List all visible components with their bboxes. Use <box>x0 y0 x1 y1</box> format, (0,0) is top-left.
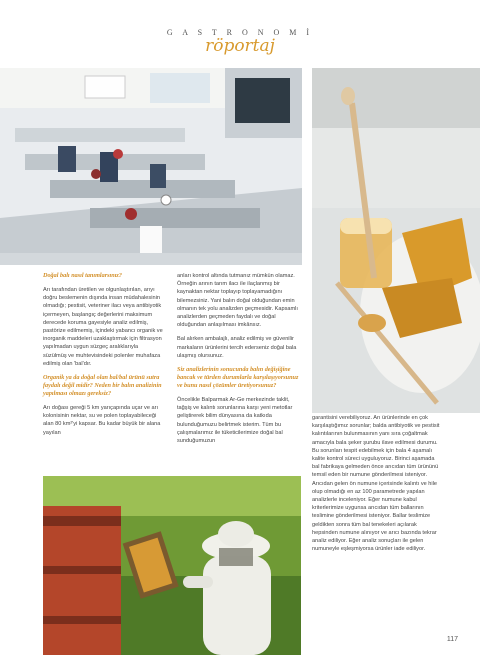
beekeeper-photo <box>43 476 301 655</box>
section-title: röportaj <box>205 36 275 56</box>
laboratory-photo <box>0 68 302 265</box>
page-number: 117 <box>446 636 458 643</box>
answer-paragraph: Arı tarafından üretilen ve olgunlaştırılan, arıyı doğru beslemenin dışında insan müdahalesinin olmadığı; pestisit, veteriner ilacı veya antibiyotik içermeyen, başlangıç değerlerini maksimum derecede koruma gayesiyle analiz edilmiş, pastörize edilmemiş, içindeki yabancı organik ve inorganik maddeleri uzaklaştırmak için filtrasyon yapılmadan uygun süzgeç aralıklarıyla süzülmüş ve muhtevisindeki polenler muhafaza edilmiş olan 'bal'dır. <box>43 287 163 367</box>
question-heading: Siz analizlerinin sonucunda balın değişiğine bancak ve türden durumlarla karşılaşıyorsunuz ve bunu nasıl çözümler üretiyorsunuz? <box>177 366 299 390</box>
question-heading: Organik ya da doğal olan bal/bal ürünü sutra faydalı değil midir? Neden bir balın analizinin yapılması olmazı gereksiz? <box>43 374 162 398</box>
text-column-2 <box>177 272 301 451</box>
answer-paragraph: Öncelikle Balparmak Ar-Ge merkezinde taklit, tağşiş ve kalıntı sorunlarına karşı yeni metotlar geliştirerek bilim dünyasına da katkıda bulunduğumuzu belirtmek isterim. Tüm bu çalışmalarımız ile tüketicilerimize doğal bal sunduğumuzun <box>177 397 293 445</box>
answer-paragraph: Bal alırken ambalajlı, analiz edilmiş ve güvenilir markaların ürünlerini tercih ederseniz doğal bala ulaşmış olursunuz. <box>177 336 297 359</box>
section-kicker: G A S T R O N O M İ <box>166 28 314 37</box>
answer-paragraph: Arı doğası gereği 5 km yarıçapında uçar ve arı kolonisinin nektar, su ve polen toplayabileceği alan 80 km²'yi kapsar. Bu kadar büyük bir alana yayılan <box>43 405 161 436</box>
text-column-3 <box>312 414 442 559</box>
text-column-1 <box>43 272 163 443</box>
question-heading: Doğal balı nasıl tanımlarsınız? <box>43 272 122 279</box>
answer-paragraph: garantisini verebiliyoruz. Arı ürünlerinde en çok karşılaştığımız sorunlar; balda antibiyotik ve pestisit kalıntılarının bulunmasının yanı sıra çoğaltmak amacıyla bala şeker şurubu ilave edilmesi durumu. Bu sorunları tespit edebilmek için bala 4 aşamalı kalite kontrol süreci uyguluyoruz. Birinci aşamada bal fabrikaya gelmeden önce arıcıdan tüm ürününü temsil eden bir numune gönderilmesi isteniyor. Arıcıdan gelen ön numune içerisinde kalıntı ve hile olup olmadığı en az 100 parametrede yapılan analizlerle inceleniyor. Eğer numune kabul kriterlerimize uygunsa arıcıdan tüm ballarının teslimine gönderilmesi isteniyor. Ballar teslimize geldikten sonra tüm bal tenekeleri açılarak hepsinden numune alınıyor ve arıcı bazında tekrar analiz ediliyor. Eğer analiz sonuçları ile gelen numuneyle eşleşmiyorsa ürünler iade ediliyor. <box>312 415 440 553</box>
answer-paragraph: anları kontrol altında tutmanız mümkün olamaz. Örneğin arının tarım ilacı ile ilaçlanmış bir kaynaktan nektar toplayıp toplayamadığını bilemezsiniz. Yani balın doğal olduğundan emin olmanın tek yolu analizden geçmesidir. Kapsamlı analizlerden geçmeden faydalı ve doğal olduğundan anlaşılması imkânsız. <box>177 273 298 329</box>
honey-photo <box>312 68 480 413</box>
